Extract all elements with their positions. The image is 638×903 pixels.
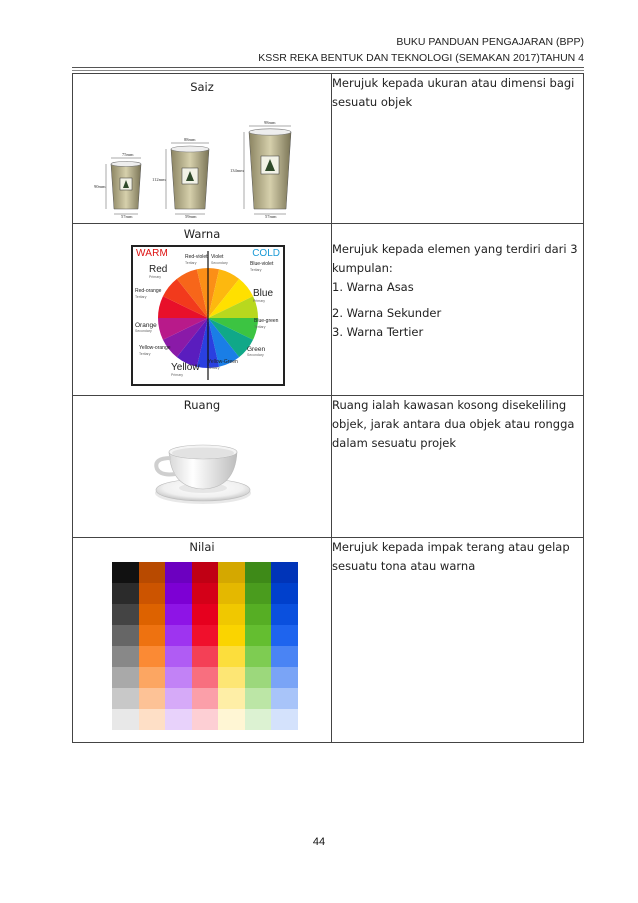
swatch-cell [245,562,272,583]
dim-label: 134mm [230,168,244,173]
description-text: Merujuk kepada ukuran atau dimensi bagi sesuatu objek [332,76,575,109]
header-line-2: KSSR REKA BENTUK DAN TEKNOLOGI (SEMAKAN 2017)TAHUN 4 [258,52,584,64]
wheel-label: Red-orange Tertiary [135,288,162,299]
swatch-cell [165,625,192,646]
wheel-label: Blue-green Tertiary [254,318,279,329]
swatch-cell [245,688,272,709]
swatch-cell [165,562,192,583]
swatch-cell [112,709,139,730]
swatch-cell [139,709,166,730]
swatch-column [165,562,192,730]
wheel-label: Orange Secondary [135,322,157,333]
table-row-saiz [73,74,584,224]
description-text: Merujuk kepada elemen yang terdiri dari 3 kumpulan: [332,242,578,275]
table-row-ruang [73,396,584,538]
description-saiz [332,74,584,224]
swatch-cell [112,625,139,646]
description-ruang [332,396,584,538]
table-row-warna [73,224,584,396]
dim-label: 57mm [121,214,133,219]
dim-label: 57mm [265,214,277,219]
swatch-column [139,562,166,730]
dim-label: 75mm [122,152,134,157]
swatch-cell [218,667,245,688]
swatch-cell [165,688,192,709]
swatch-cell [139,688,166,709]
tone-value-swatch-grid [112,562,298,730]
swatch-cell [271,646,298,667]
warm-label: WARM [136,248,169,259]
swatch-cell [271,625,298,646]
row-title-warna: Warna [183,227,221,241]
image-cell-warna [73,224,332,396]
row-title-saiz: Saiz [190,80,214,94]
swatch-cell [192,646,219,667]
cold-label: COLD [252,248,280,259]
swatch-cell [165,709,192,730]
swatch-cell [139,604,166,625]
swatch-cell [271,583,298,604]
description-warna [332,224,584,396]
swatch-cell [245,583,272,604]
image-cell-nilai [73,538,332,743]
table-row-nilai [73,538,584,743]
wheel-label: Yellow Primary [171,362,200,377]
swatch-cell [165,646,192,667]
swatch-cell [218,562,245,583]
color-wheel-figure [131,245,285,386]
swatch-cell [192,667,219,688]
wheel-label: Blue-violet Tertiary [250,261,274,272]
page-number: 44 [312,836,326,848]
swatch-cell [245,709,272,730]
dim-label: 88mm [184,137,196,142]
swatch-cell [192,625,219,646]
wheel-label: Blue Primary [253,288,274,303]
teacup-saucer-illustration [73,412,329,522]
description-text: Merujuk kepada impak terang atau gelap sesuatu tona atau warna [332,540,570,573]
swatch-cell [192,562,219,583]
swatch-cell [245,604,272,625]
wheel-label: Red-violet Tertiary [185,254,208,265]
swatch-column [271,562,298,730]
document-header [258,34,584,66]
swatch-cell [112,583,139,604]
header-rule [72,67,584,68]
swatch-column [192,562,219,730]
wheel-label: Yellow-orange Tertiary [139,345,171,356]
swatch-cell [192,604,219,625]
swatch-cell [245,646,272,667]
dim-label: 112mm [152,177,166,182]
header-rule-thin [72,70,584,71]
dim-label: 90mm [94,184,106,189]
cup-large [249,129,291,209]
swatch-cell [192,688,219,709]
swatch-cell [112,604,139,625]
cup-medium [171,146,209,209]
row-title-nilai: Nilai [189,540,215,554]
swatch-cell [112,688,139,709]
swatch-cell [139,625,166,646]
swatch-cell [218,688,245,709]
swatch-cell [165,583,192,604]
swatch-cell [139,583,166,604]
swatch-cell [218,625,245,646]
swatch-column [218,562,245,730]
swatch-cell [139,667,166,688]
image-cell-saiz [73,74,332,224]
swatch-cell [271,688,298,709]
wheel-label: Red Primary [149,264,168,279]
swatch-cell [165,604,192,625]
swatch-cell [218,709,245,730]
element-table [72,73,584,743]
description-list-item: 1. Warna Asas [332,280,414,294]
description-text: Ruang ialah kawasan kosong disekeliling objek, jarak antara dua objek atau rongga dalam sesuatu projek [332,398,575,450]
image-cell-ruang [73,396,332,538]
swatch-cell [218,604,245,625]
swatch-cell [218,583,245,604]
description-nilai [332,538,584,743]
swatch-cell [192,709,219,730]
dim-label: 59mm [185,214,197,219]
description-list-item: 3. Warna Tertier [332,325,424,339]
swatch-cell [112,562,139,583]
swatch-cell [139,646,166,667]
swatch-cell [192,583,219,604]
swatch-column [112,562,139,730]
swatch-cell [165,667,192,688]
swatch-cell [271,562,298,583]
wheel-label: Yellow-Green Tertiary [208,359,238,370]
wheel-label: Violet Secondary [211,254,228,265]
paper-cups-illustration [73,94,329,219]
wheel-label: Green Secondary [247,346,266,357]
swatch-cell [271,604,298,625]
description-list-item: 2. Warna Sekunder [332,306,442,320]
header-line-1: BUKU PANDUAN PENGAJARAN (BPP) [396,36,584,48]
dim-label: 98mm [264,120,276,125]
swatch-cell [112,667,139,688]
cup-small [111,162,141,210]
swatch-cell [139,562,166,583]
swatch-cell [218,646,245,667]
swatch-cell [245,667,272,688]
swatch-cell [245,625,272,646]
row-title-ruang: Ruang [183,398,221,412]
swatch-cell [271,667,298,688]
swatch-cell [271,709,298,730]
swatch-cell [112,646,139,667]
swatch-column [245,562,272,730]
